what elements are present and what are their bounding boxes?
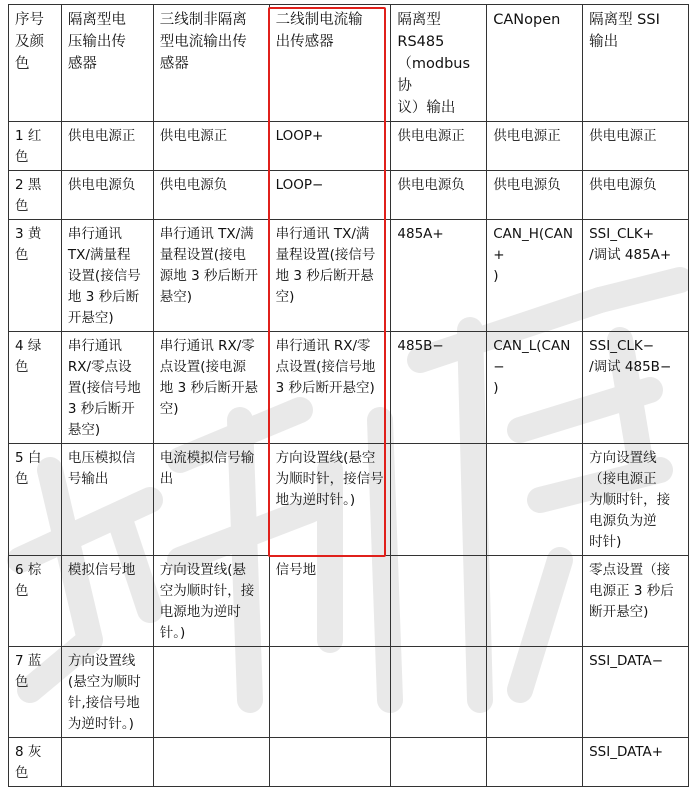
table-cell: 串行通讯 TX/满量程 设置(接信号 地 3 秒后断 开悬空) (61, 220, 153, 332)
row-label: 4 绿 色 (9, 332, 62, 444)
table-cell (269, 647, 391, 738)
table-row (9, 171, 689, 220)
table-cell (487, 647, 583, 738)
table-cell (391, 444, 487, 556)
table-cell: CAN_H(CAN+ ) (487, 220, 583, 332)
table-header-row (9, 5, 689, 122)
table-cell: 电流模拟信号输 出 (153, 444, 269, 556)
table-cell: 信号地 (269, 556, 391, 647)
table-cell: 串行通讯 TX/满 量程设置(接电 源地 3 秒后断开 悬空) (153, 220, 269, 332)
table-cell (391, 738, 487, 787)
table-cell: 485A+ (391, 220, 487, 332)
header-index-color: 序号 及颜 色 (9, 5, 62, 122)
table-cell: 方向设置线 (悬空为顺时 针,接信号地 为逆时针。) (61, 647, 153, 738)
row-label: 1 红 色 (9, 122, 62, 171)
table-cell (487, 738, 583, 787)
table-cell: 串行通讯 TX/满 量程设置(接信号 地 3 秒后断开悬 空) (269, 220, 391, 332)
table-cell: 模拟信号地 (61, 556, 153, 647)
table-row (9, 220, 689, 332)
table-cell (487, 444, 583, 556)
header-three-wire-current: 三线制非隔离 型电流输出传 感器 (153, 5, 269, 122)
table-cell: 供电电源正 (583, 122, 689, 171)
table-row (9, 647, 689, 738)
row-label: 2 黑 色 (9, 171, 62, 220)
table-row (9, 122, 689, 171)
table-cell: 供电电源正 (391, 122, 487, 171)
table-cell: 串行通讯 RX/零点设 置(接信号地 3 秒后断开 悬空) (61, 332, 153, 444)
table-cell: 串行通讯 RX/零 点设置(接电源 地 3 秒后断开悬 空) (153, 332, 269, 444)
table-cell (61, 738, 153, 787)
table-cell: SSI_DATA+ (583, 738, 689, 787)
table-row (9, 738, 689, 787)
table-cell: 电压模拟信 号输出 (61, 444, 153, 556)
table-cell: 方向设置线(悬空 为顺时针，接信号 地为逆时针。) (269, 444, 391, 556)
header-isolated-ssi: 隔离型 SSI 输出 (583, 5, 689, 122)
table-cell: 485B− (391, 332, 487, 444)
wiring-table (8, 4, 689, 787)
table-row (9, 444, 689, 556)
header-isolated-voltage: 隔离型电 压输出传 感器 (61, 5, 153, 122)
table-cell: CAN_L(CAN− ) (487, 332, 583, 444)
row-label: 7 蓝 色 (9, 647, 62, 738)
table-cell: 供电电源负 (487, 171, 583, 220)
table-cell: 串行通讯 RX/零 点设置(接信号地 3 秒后断开悬空) (269, 332, 391, 444)
row-label: 3 黄 色 (9, 220, 62, 332)
table-cell: 供电电源负 (391, 171, 487, 220)
table-cell (487, 556, 583, 647)
table-cell: SSI_CLK− /调试 485B− (583, 332, 689, 444)
table-cell: LOOP+ (269, 122, 391, 171)
table-cell (391, 556, 487, 647)
table-cell: 方向设置线(悬 空为顺时针，接 电源地为逆时 针。) (153, 556, 269, 647)
table-cell (153, 647, 269, 738)
table-cell: 供电电源负 (61, 171, 153, 220)
table-cell: SSI_DATA− (583, 647, 689, 738)
table-cell: SSI_CLK+ /调试 485A+ (583, 220, 689, 332)
header-canopen: CANopen (487, 5, 583, 122)
table-cell: 方向设置线 （接电源正 为顺时针，接 电源负为逆 时针) (583, 444, 689, 556)
row-label: 8 灰 色 (9, 738, 62, 787)
table-cell: 供电电源正 (487, 122, 583, 171)
table-cell (269, 738, 391, 787)
table-cell: 供电电源正 (61, 122, 153, 171)
table-row (9, 332, 689, 444)
header-isolated-rs485: 隔离型 RS485 （modbus 协 议）输出 (391, 5, 487, 122)
table-cell (153, 738, 269, 787)
row-label: 6 棕 色 (9, 556, 62, 647)
header-two-wire-current: 二线制电流输 出传感器 (269, 5, 391, 122)
row-label: 5 白 色 (9, 444, 62, 556)
table-cell: 零点设置（接 电源正 3 秒后 断开悬空) (583, 556, 689, 647)
table-cell (391, 647, 487, 738)
table-cell: 供电电源正 (153, 122, 269, 171)
table-cell: 供电电源负 (153, 171, 269, 220)
table-row (9, 556, 689, 647)
table-cell: LOOP− (269, 171, 391, 220)
table-cell: 供电电源负 (583, 171, 689, 220)
